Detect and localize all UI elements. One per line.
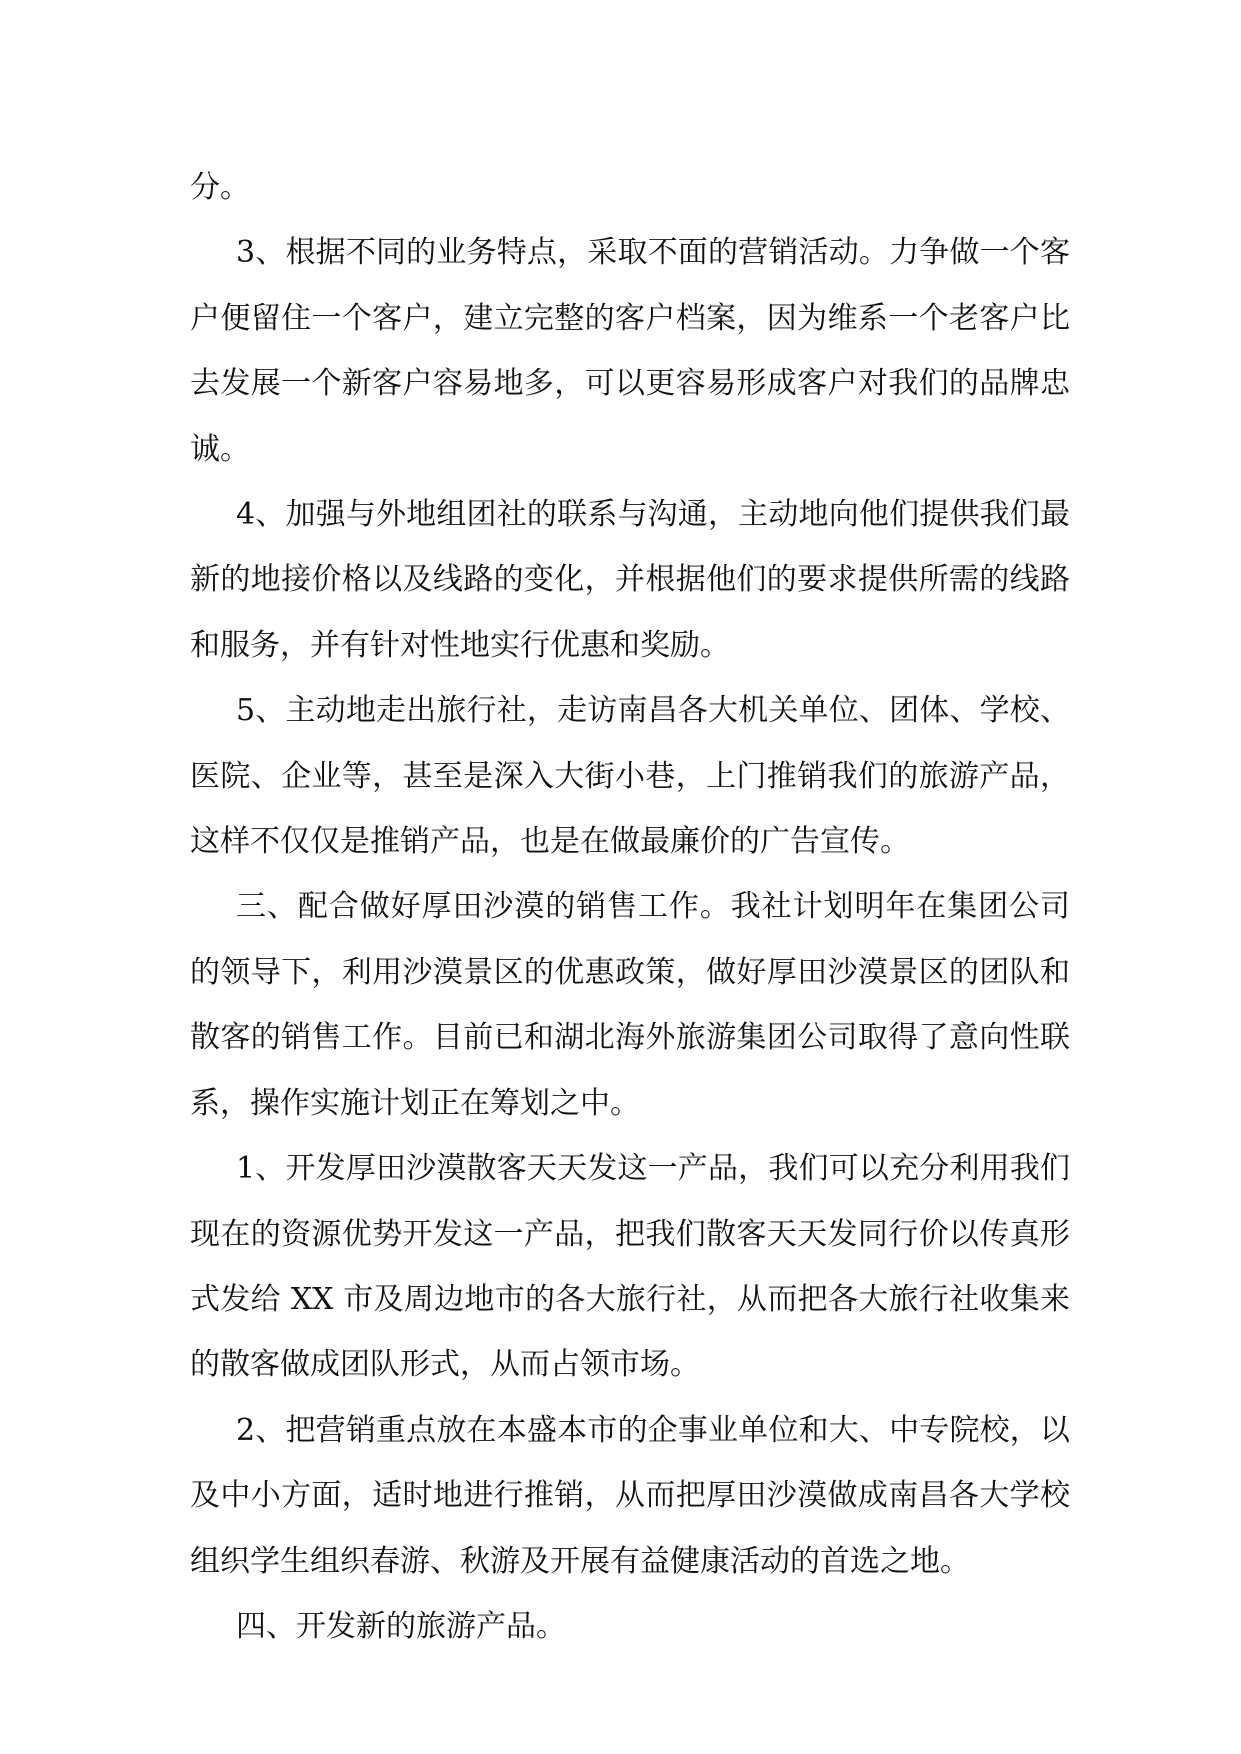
paragraph: 三、配合做好厚田沙漠的销售工作。我社计划明年在集团公司的领导下，利用沙漠景区的优惠政策，做好厚田沙漠景区的团队和散客的销售工作。目前已和湖北海外旅游集团公司取得了意向性联系，操作实施计划正在筹划之中。 xyxy=(190,889,1070,1121)
paragraph: 2、把营销重点放在本盛本市的企事业单位和大、中专院校，以及中小方面，适时地进行推销，从而把厚田沙漠做成南昌各大学校组织学生组织春游、秋游及开展有益健康活动的首选之地。 xyxy=(190,1412,1070,1579)
paragraph: 四、开发新的旅游产品。 xyxy=(236,1608,566,1644)
paragraph: 5、主动地走出旅行社，走访南昌各大机关单位、团体、学校、医院、企业等，甚至是深入大街小巷，上门推销我们的旅游产品，这样不仅仅是推销产品，也是在做最廉价的广告宣传。 xyxy=(190,693,1070,860)
paragraph: 1、开发厚田沙漠散客天天发这一产品，我们可以充分利用我们现在的资源优势开发这一产品，把我们散客天天发同行价以传真形式发给 XX 市及周边地市的各大旅行社，从而把各大旅行社收集来的散客做成团队形式，从而占领市场。 xyxy=(190,1151,1070,1383)
paragraph: 4、加强与外地组团社的联系与沟通，主动地向他们提供我们最新的地接价格以及线路的变化，并根据他们的要求提供所需的线路和服务，并有针对性地实行优惠和奖励。 xyxy=(190,497,1070,663)
document-body xyxy=(190,155,1070,1659)
paragraph: 3、根据不同的业务特点，采取不面的营销活动。力争做一个客户便留住一个客户，建立完整的客户档案，因为维系一个老客户比去发展一个新客户容易地多，可以更容易形成客户对我们的品牌忠诚。 xyxy=(190,235,1070,467)
paragraph: 分。 xyxy=(190,170,250,205)
